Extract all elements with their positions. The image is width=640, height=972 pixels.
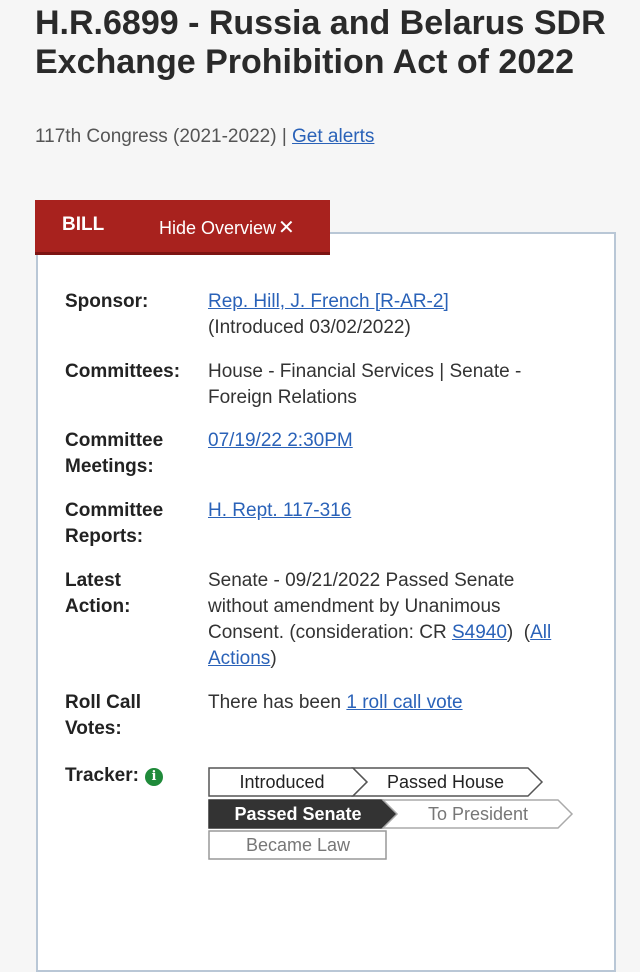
tracker-step-to-president: To President — [427, 804, 529, 824]
introduced-date: (Introduced 03/02/2022) — [208, 317, 411, 338]
cr-link[interactable]: S4940 — [451, 622, 507, 643]
sponsor-value — [208, 289, 578, 341]
committee-reports-label: Committee Reports: — [65, 500, 164, 547]
hide-overview-label: Hide Overview — [159, 218, 277, 238]
get-alerts-link[interactable]: Get alerts — [292, 126, 375, 147]
info-icon[interactable]: i — [145, 768, 163, 786]
tracker-label: Tracker: i — [65, 763, 163, 789]
tracker-step-introduced: Introduced — [239, 772, 325, 792]
congress-line — [35, 126, 374, 148]
committee-reports-value — [208, 498, 578, 524]
bill-tracker — [208, 767, 578, 862]
page-title: H.R.6899 - Russia and Belarus SDR Exchange Prohibition Act of 2022 — [35, 4, 606, 81]
roll-call-label: Roll Call Votes: — [65, 692, 142, 739]
committee-meetings-value — [208, 428, 578, 454]
tab-bill[interactable]: BILL — [62, 214, 105, 235]
committees-value: House - Financial Services | Senate - Foreign Relations — [208, 361, 522, 408]
separator: | — [281, 126, 287, 147]
tracker-step-passed-house: Passed House — [386, 772, 505, 792]
roll-call-link[interactable]: 1 roll call vote — [346, 692, 463, 713]
roll-call-value: There has been 1 roll call vote — [208, 692, 463, 713]
committee-meetings-label: Committee Meetings: — [65, 430, 164, 477]
latest-action-text: Senate - 09/21/2022 Passed Senate without amendment by Unanimous Consent. (consideration: CR — [208, 570, 515, 643]
hide-overview-button[interactable] — [159, 215, 295, 240]
all-actions-link[interactable]: All Actions — [208, 622, 552, 669]
committee-meeting-link[interactable]: 07/19/22 2:30PM — [208, 430, 353, 451]
latest-action-label: Latest Action: — [65, 570, 131, 617]
latest-action-value: Senate - 09/21/2022 Passed Senate without amendment by Unanimous Consent. (consideration: CR S4940) (All Actions) — [208, 570, 552, 669]
overview-tab-bar — [35, 200, 330, 255]
committees-label: Committees: — [65, 361, 181, 382]
tracker-step-became-law: Became Law — [245, 835, 351, 855]
tracker-step-passed-senate: Passed Senate — [234, 804, 362, 824]
committee-report-link[interactable]: H. Rept. 117-316 — [208, 500, 352, 521]
sponsor-label: Sponsor: — [65, 291, 149, 312]
close-icon: ✕ — [278, 217, 295, 239]
congress-session: 117th Congress (2021-2022) — [35, 126, 277, 147]
sponsor-link[interactable]: Rep. Hill, J. French [R-AR-2] — [208, 291, 449, 312]
